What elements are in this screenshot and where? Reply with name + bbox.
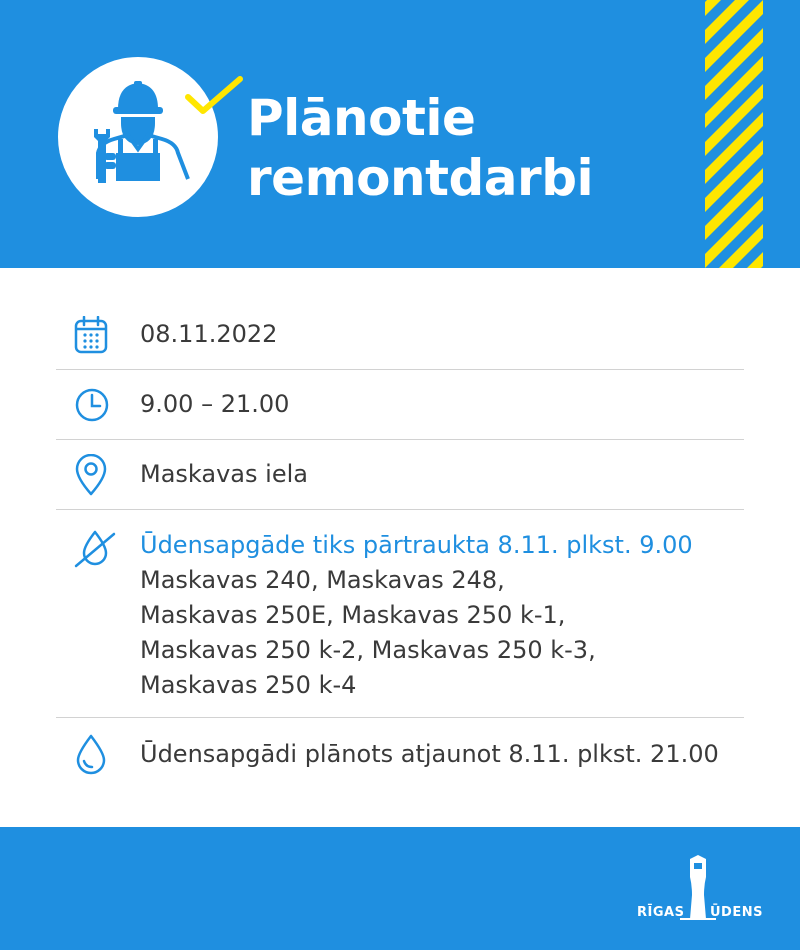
info-list <box>56 300 744 790</box>
time-row <box>56 370 744 440</box>
interruption-row <box>56 510 744 718</box>
address-line: Maskavas 250 k-4 <box>140 671 357 699</box>
location-text: Maskavas iela <box>140 460 308 488</box>
page-title <box>247 88 593 208</box>
interruption-text <box>140 528 693 703</box>
clock-icon <box>74 387 110 423</box>
header-banner <box>0 0 800 268</box>
water-drop-icon <box>74 733 108 775</box>
date-row <box>56 300 744 370</box>
address-line: Maskavas 250 k-2, Maskavas 250 k-3, <box>140 636 596 664</box>
rigas-udens-logo <box>634 855 766 925</box>
time-text: 9.00 – 21.00 <box>140 390 290 418</box>
logo-text-left: RĪGAS <box>637 905 685 920</box>
address-line: Maskavas 240, Maskavas 248, <box>140 566 505 594</box>
date-text: 08.11.2022 <box>140 320 278 348</box>
address-line: Maskavas 250E, Maskavas 250 k-1, <box>140 601 566 629</box>
logo-text-right: ŪDENS <box>710 905 763 920</box>
restore-text: Ūdensapgādi plānots atjaunot 8.11. plkst. 21.00 <box>140 739 719 768</box>
checkmark-icon <box>185 75 243 115</box>
interruption-headline: Ūdensapgāde tiks pārtraukta 8.11. plkst. 9.00 <box>140 531 693 559</box>
restore-row <box>56 718 744 790</box>
title-line-1: Plānotie <box>247 89 476 147</box>
hazard-stripes <box>705 0 763 268</box>
location-pin-icon <box>74 454 108 496</box>
title-line-2: remontdarbi <box>247 149 594 207</box>
location-row <box>56 440 744 510</box>
calendar-icon <box>74 316 108 354</box>
no-water-icon <box>74 528 116 570</box>
